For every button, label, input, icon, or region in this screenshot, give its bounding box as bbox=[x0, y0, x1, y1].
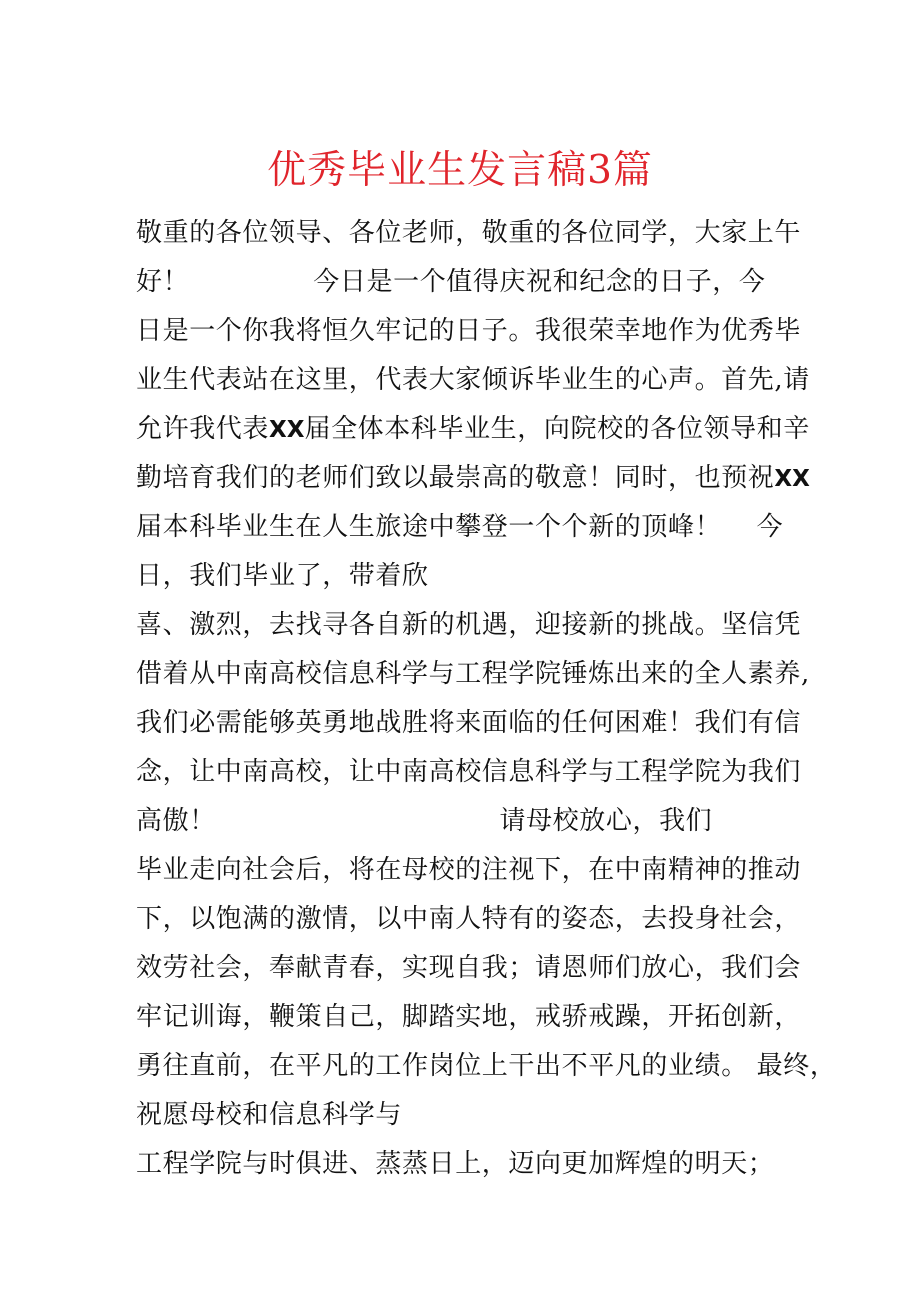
paragraph-line bbox=[136, 650, 816, 699]
paragraph-line bbox=[136, 552, 816, 601]
line-text: 工程学院与时俱进、蒸蒸日上，迈向更加辉煌的明天； bbox=[136, 1149, 775, 1179]
line-text: 日是一个你我将恒久牢记的日子。我很荣幸地作为优秀毕 bbox=[136, 316, 802, 346]
line-text: 毕业走向社会后，将在母校的注视下，在中南精神的推动 bbox=[136, 855, 802, 885]
paragraph-line bbox=[136, 405, 816, 454]
paragraph-line bbox=[136, 356, 816, 405]
line-text: 我们必需能够英勇地战胜将来面临的任何困难！我们有信 bbox=[136, 708, 802, 738]
document-body bbox=[136, 209, 837, 1189]
paragraph-line bbox=[136, 699, 816, 748]
line-text: 业生代表站在这里，代表大家倾诉毕业生的心声。首先,请 bbox=[136, 365, 810, 395]
line-text: 届全体本科毕业生，向院校的各位领导和辛 bbox=[304, 414, 810, 444]
line-text: 勇往直前，在平凡的工作岗位上干出不平凡的业绩。 最终， bbox=[136, 1051, 837, 1081]
line-text: 敬重的各位领导、各位老师，敬重的各位同学，大家上午 bbox=[136, 218, 802, 248]
paragraph-line bbox=[136, 503, 816, 552]
line-text: 喜、激烈，去找寻各自新的机遇，迎接新的挑战。坚信凭 bbox=[136, 610, 802, 640]
bold-text: XX bbox=[269, 417, 305, 443]
line-text: 高傲！ 请母校放心，我们 bbox=[136, 806, 713, 836]
line-text: 届本科毕业生在人生旅途中攀登一个个新的顶峰！ 今 bbox=[136, 512, 784, 542]
line-text: 牢记训诲，鞭策自己，脚踏实地，戒骄戒躁，开拓创新， bbox=[136, 1002, 802, 1032]
paragraph-line bbox=[136, 944, 816, 993]
line-text: 允许我代表 bbox=[136, 414, 270, 444]
paragraph-line bbox=[136, 895, 816, 944]
line-text: 勤培育我们的老师们致以最崇高的敬意！同时，也预祝 bbox=[136, 463, 775, 493]
line-text: 借着从中南高校信息科学与工程学院锤炼出来的全人素养, bbox=[136, 659, 810, 689]
paragraph-line bbox=[136, 1091, 816, 1140]
line-text: 好！ 今日是一个值得庆祝和纪念的日子，今 bbox=[136, 267, 766, 297]
paragraph-line bbox=[136, 797, 816, 846]
paragraph-line bbox=[136, 258, 816, 307]
paragraph-line bbox=[136, 601, 816, 650]
bold-text: XX bbox=[774, 466, 810, 492]
line-text: 念，让中南高校，让中南高校信息科学与工程学院为我们 bbox=[136, 757, 802, 787]
line-text: 日，我们毕业了，带着欣 bbox=[136, 561, 429, 591]
paragraph-line bbox=[136, 454, 816, 503]
paragraph-line bbox=[136, 1042, 837, 1091]
line-text: 下，以饱满的激情，以中南人特有的姿态，去投身社会， bbox=[136, 904, 802, 934]
paragraph-line bbox=[136, 993, 816, 1042]
paragraph-line bbox=[136, 846, 816, 895]
paragraph-line bbox=[136, 307, 816, 356]
paragraph-line bbox=[136, 748, 816, 797]
line-text: 效劳社会，奉献青春，实现自我；请恩师们放心，我们会 bbox=[136, 953, 802, 983]
line-text: 祝愿母校和信息科学与 bbox=[136, 1100, 403, 1130]
document-title: 优秀毕业生发言稿3篇 bbox=[267, 148, 653, 193]
paragraph-line bbox=[136, 209, 816, 258]
paragraph-line bbox=[136, 1140, 816, 1189]
